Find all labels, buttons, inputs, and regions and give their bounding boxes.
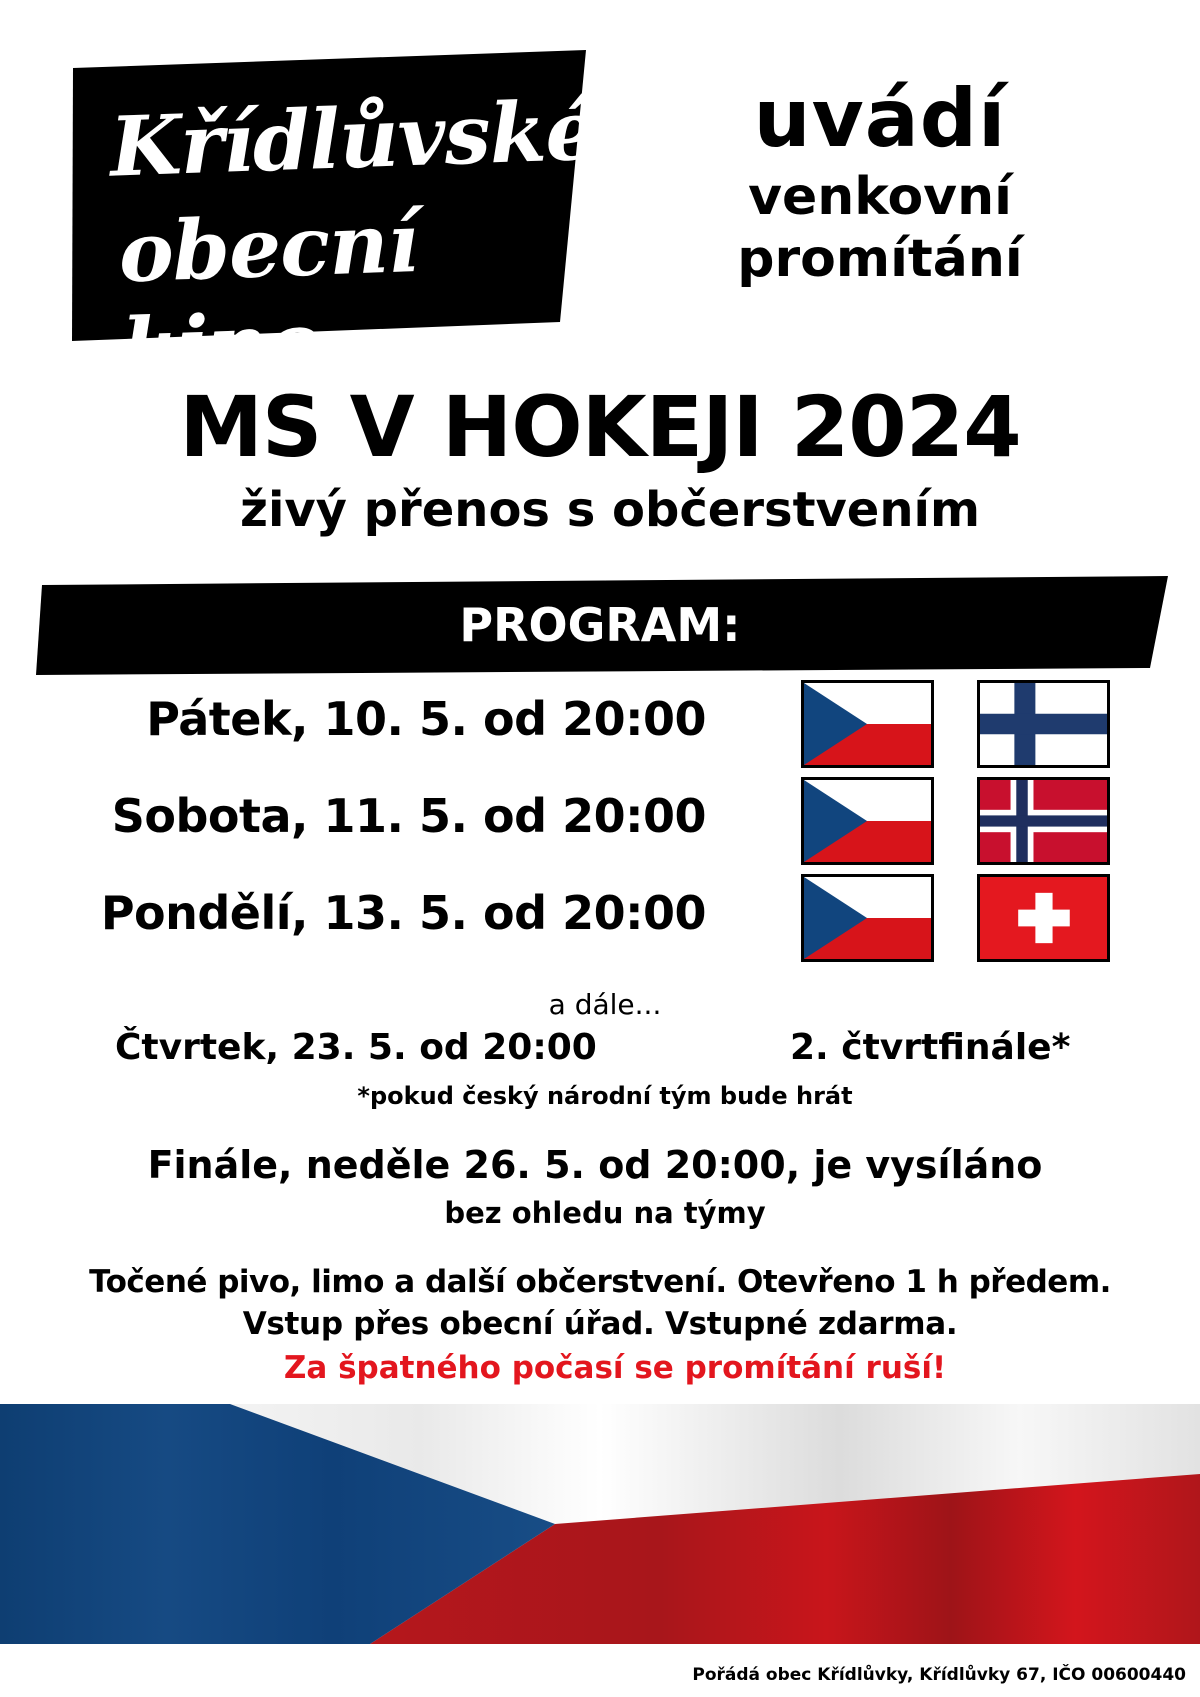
event-subtitle: živý přenos s občerstvením	[240, 482, 980, 538]
match-row	[0, 872, 1200, 962]
organizer-footer: Pořádá obec Křídlůvky, Křídlůvky 67, IČO 00600440	[692, 1665, 1186, 1685]
quarterfinal-label: 2. čtvrtfinále*	[790, 1027, 1071, 1068]
weather-warning: Za špatného počasí se promítání ruší!	[283, 1350, 947, 1386]
norway-flag-icon	[977, 777, 1110, 865]
and-more-text: a dále...	[548, 988, 662, 1021]
outdoor-text: venkovní	[748, 167, 1012, 227]
final-note: bez ohledu na týmy	[444, 1196, 766, 1230]
quarterfinal-time: Čtvrtek, 23. 5. od 20:00	[115, 1027, 597, 1068]
entry-info: Vstup přes obecní úřad. Vstupné zdarma.	[242, 1306, 958, 1342]
presents-text: uvádí	[753, 72, 1007, 165]
logo-line-1: Křídlůvské	[108, 82, 599, 196]
program-heading: PROGRAM:	[459, 598, 741, 652]
czech-flag-icon	[801, 777, 934, 865]
czech-flag-icon	[801, 874, 934, 962]
cinema-logo	[72, 50, 599, 398]
match-time: Pátek, 10. 5. od 20:00	[146, 692, 706, 746]
final-text: Finále, neděle 26. 5. od 20:00, je vysíláno	[147, 1143, 1043, 1187]
match-time: Sobota, 11. 5. od 20:00	[111, 789, 706, 843]
screening-text: promítání	[737, 229, 1023, 289]
intro-block	[700, 72, 1060, 290]
match-time: Pondělí, 13. 5. od 20:00	[100, 886, 706, 940]
czech-flag-banner	[0, 1404, 1200, 1644]
czech-flag-icon	[801, 680, 934, 768]
logo-line-2: obecní kino	[117, 194, 420, 398]
switzerland-flag-icon	[977, 874, 1110, 962]
quarterfinal-note: *pokud český národní tým bude hrát	[357, 1082, 853, 1110]
match-row	[0, 678, 1200, 768]
event-title: MS V HOKEJI 2024	[179, 378, 1021, 476]
finland-flag-icon	[977, 680, 1110, 768]
quarterfinal-row	[0, 1027, 1200, 1077]
refreshments-info: Točené pivo, limo a další občerstvení. Otevřeno 1 h předem.	[89, 1264, 1111, 1300]
match-row	[0, 775, 1200, 865]
